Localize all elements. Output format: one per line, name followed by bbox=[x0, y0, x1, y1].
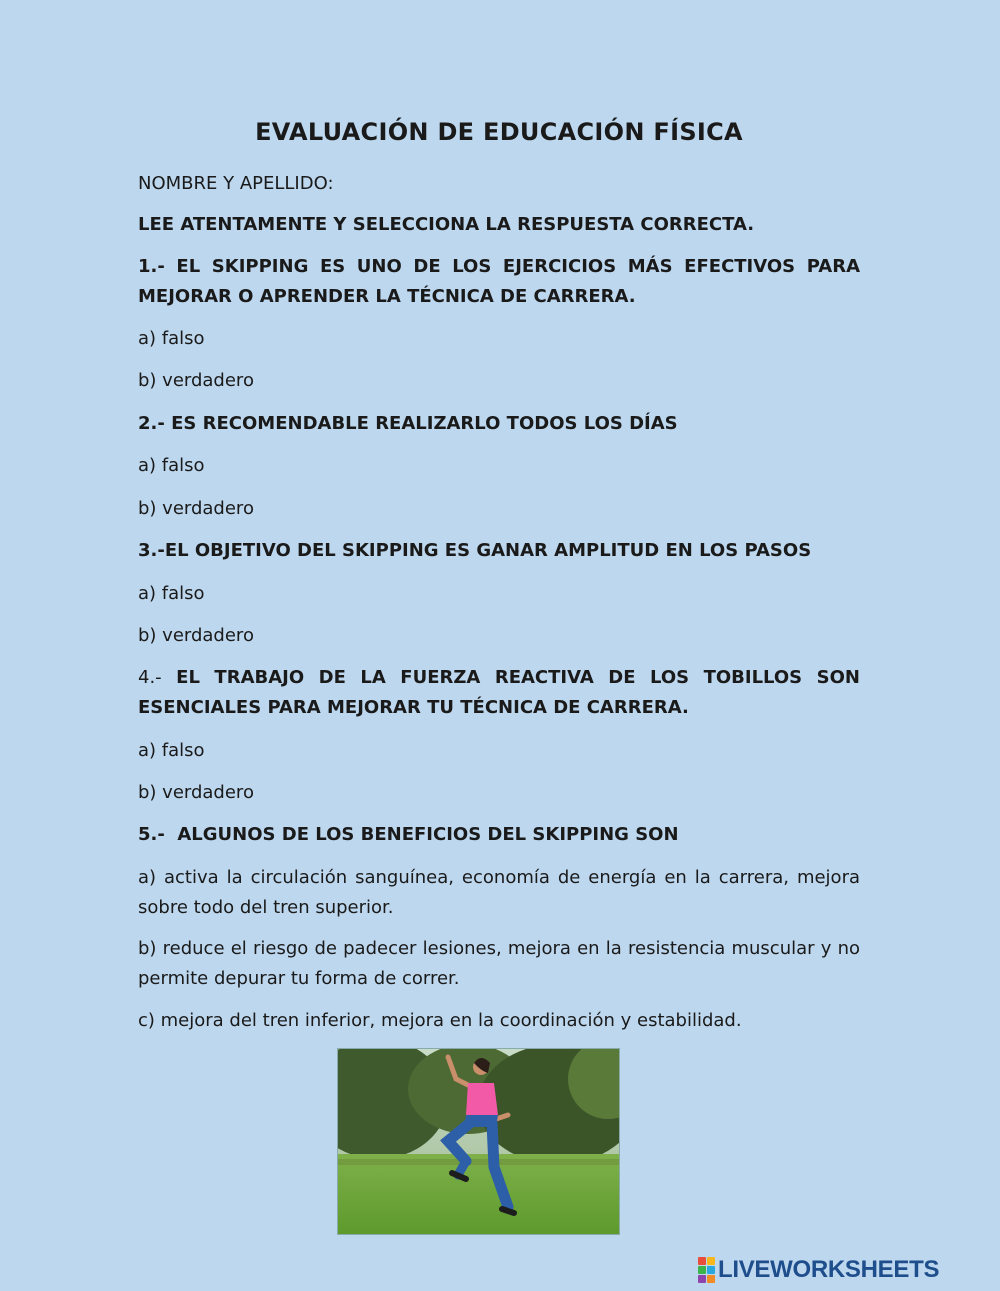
question-5-option-a[interactable]: a) activa la circulación sanguínea, economía de energía en la carrera, mejora sobre todo del tren superior. bbox=[138, 867, 860, 918]
mark-square-5 bbox=[698, 1275, 706, 1283]
name-label: NOMBRE Y APELLIDO: bbox=[138, 173, 334, 194]
question-4-text: EL TRABAJO DE LA FUERZA REACTIVA DE LOS TOBILLOS SON ESENCIALES PARA MEJORAR TU TÉCNICA DE CARRERA. bbox=[138, 667, 860, 718]
question-4-number: 4.- bbox=[138, 667, 162, 688]
mark-square-6 bbox=[707, 1275, 715, 1283]
mark-square-4 bbox=[707, 1266, 715, 1274]
question-5-option-c[interactable]: c) mejora del tren inferior, mejora en la coordinación y estabilidad. bbox=[138, 1010, 742, 1031]
question-2-option-a[interactable]: a) falso bbox=[138, 455, 205, 476]
question-4-option-b[interactable]: b) verdadero bbox=[138, 782, 254, 803]
liveworksheets-logo bbox=[698, 1257, 939, 1283]
question-1-option-a[interactable]: a) falso bbox=[138, 328, 205, 349]
question-4 bbox=[138, 663, 860, 723]
question-5: 5.- ALGUNOS DE LOS BENEFICIOS DEL SKIPPING SON bbox=[138, 824, 679, 845]
question-3-option-b[interactable]: b) verdadero bbox=[138, 625, 254, 646]
mark-square-2 bbox=[707, 1257, 715, 1265]
runner-photo bbox=[337, 1048, 620, 1235]
question-4-option-a[interactable]: a) falso bbox=[138, 740, 205, 761]
liveworksheets-mark-icon bbox=[698, 1257, 715, 1283]
question-2-option-b[interactable]: b) verdadero bbox=[138, 498, 254, 519]
question-2: 2.- ES RECOMENDABLE REALIZARLO TODOS LOS DÍAS bbox=[138, 413, 678, 434]
page-title: EVALUACIÓN DE EDUCACIÓN FÍSICA bbox=[255, 118, 743, 146]
brand-name: LIVEWORKSHEETS bbox=[718, 1256, 940, 1283]
question-3: 3.-EL OBJETIVO DEL SKIPPING ES GANAR AMPLITUD EN LOS PASOS bbox=[138, 540, 812, 561]
instruction: LEE ATENTAMENTE Y SELECCIONA LA RESPUESTA CORRECTA. bbox=[138, 214, 755, 235]
question-1-option-b[interactable]: b) verdadero bbox=[138, 370, 254, 391]
mark-square-3 bbox=[698, 1266, 706, 1274]
question-1: 1.- EL SKIPPING ES UNO DE LOS EJERCICIOS MÁS EFECTIVOS PARA MEJORAR O APRENDER LA TÉCNICA DE CARRERA. bbox=[138, 256, 860, 307]
question-3-option-a[interactable]: a) falso bbox=[138, 583, 205, 604]
mark-square-1 bbox=[698, 1257, 706, 1265]
question-5-option-b[interactable]: b) reduce el riesgo de padecer lesiones, mejora en la resistencia muscular y no permite depurar tu forma de correr. bbox=[138, 938, 860, 989]
runner-illustration bbox=[338, 1049, 619, 1234]
